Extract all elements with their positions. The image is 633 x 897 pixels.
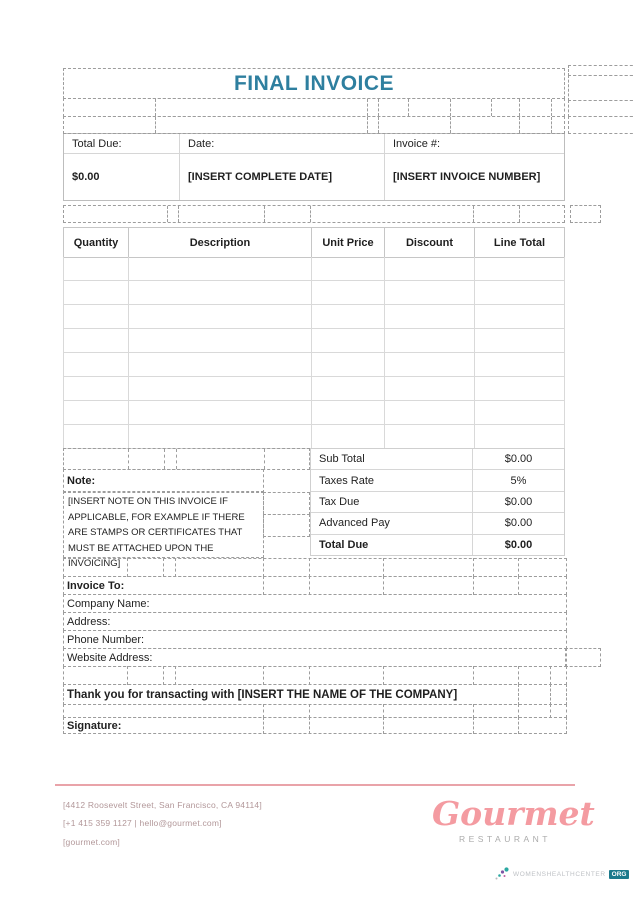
watermark: [494, 866, 629, 882]
brand-logo: [432, 794, 595, 844]
brand-tagline: RESTAURANT: [459, 834, 551, 844]
item-cell[interactable]: [384, 353, 474, 376]
grid-line: [550, 704, 551, 718]
address-label: Address:: [67, 615, 111, 628]
summary-row-advanced-pay: [311, 513, 564, 534]
taxes-rate-value[interactable]: 5%: [510, 474, 527, 487]
grid-line: [518, 666, 519, 685]
grid-line: [491, 99, 492, 116]
item-cell[interactable]: [64, 353, 128, 376]
grid-cell: [63, 684, 567, 705]
grid-line: [383, 666, 384, 685]
grid-line: [263, 558, 264, 577]
item-cell[interactable]: [128, 305, 311, 328]
item-cell[interactable]: [311, 401, 384, 424]
total-due-label: Total Due:: [64, 134, 179, 154]
item-cell[interactable]: [128, 329, 311, 352]
grid-line: [519, 117, 520, 133]
watermark-org-badge: ORG: [609, 870, 630, 879]
summary-row-tax-due: [311, 492, 564, 513]
grid-line: [263, 717, 264, 734]
invoice-header-box: [63, 133, 565, 201]
column-header-line-total: Line Total: [474, 228, 564, 257]
grid-line: [164, 449, 165, 469]
note-text-box[interactable]: [INSERT NOTE ON THIS INVOICE IF APPLICABLE, FOR EXAMPLE IF THERE ARE STAMPS OR CERTIFICATES THAT MUST BE ATTACHED UPON THE INVOICING]: [63, 491, 264, 558]
item-cell[interactable]: [474, 281, 564, 304]
grid-line: [175, 558, 176, 577]
item-cell[interactable]: [64, 377, 128, 400]
item-cell[interactable]: [64, 305, 128, 328]
item-row: [64, 401, 564, 425]
grid-line: [473, 206, 474, 222]
item-cell[interactable]: [64, 257, 128, 280]
grid-line: [519, 99, 520, 116]
grid-line: [163, 558, 164, 577]
grid-line: [178, 206, 179, 222]
grid-line: [167, 206, 168, 222]
grid-line: [155, 117, 156, 133]
grid-line: [127, 558, 128, 577]
grid-cell: [63, 717, 567, 734]
grid-cell: [570, 205, 601, 223]
advanced-pay-value[interactable]: $0.00: [504, 517, 533, 530]
note-label: Note:: [67, 475, 96, 487]
thank-you-text: Thank you for transacting with [INSERT THE NAME OF THE COMPANY]: [67, 688, 458, 701]
items-table-header: [63, 227, 565, 258]
item-cell[interactable]: [128, 401, 311, 424]
summary-row-taxes-rate: [311, 470, 564, 491]
grid-line: [176, 449, 177, 469]
grid-line: [518, 576, 519, 595]
invoice-to-heading: Invoice To:: [67, 579, 125, 592]
item-cell[interactable]: [474, 353, 564, 376]
grid-line: [550, 666, 551, 685]
grid-line: [383, 576, 384, 595]
grid-line: [263, 666, 264, 685]
invoice-number-column: [384, 134, 564, 200]
item-cell[interactable]: [128, 425, 311, 448]
grid-line: [367, 117, 368, 133]
items-table-body: [63, 257, 565, 449]
item-cell[interactable]: [384, 425, 474, 448]
item-cell[interactable]: [384, 257, 474, 280]
grid-line: [309, 576, 310, 595]
item-cell[interactable]: [128, 353, 311, 376]
item-cell[interactable]: [384, 329, 474, 352]
grid-line: [383, 704, 384, 718]
item-cell[interactable]: [384, 401, 474, 424]
grid-line: [127, 666, 128, 685]
brand-name: Gourmet: [432, 794, 595, 833]
item-cell[interactable]: [311, 329, 384, 352]
grid-line: [408, 99, 409, 116]
grid-line: [264, 449, 265, 469]
item-row: [64, 377, 564, 401]
item-cell[interactable]: [384, 281, 474, 304]
item-cell[interactable]: [474, 377, 564, 400]
grid-line: [518, 717, 519, 734]
grid-line: [175, 666, 176, 685]
column-header-unit-price: Unit Price: [311, 228, 384, 257]
grid-line: [473, 576, 474, 595]
item-cell[interactable]: [128, 257, 311, 280]
invoice-number-value[interactable]: [INSERT INVOICE NUMBER]: [393, 171, 541, 183]
phone-number-label: Phone Number:: [67, 633, 145, 646]
grid-line: [163, 666, 164, 685]
grid-line: [128, 449, 129, 469]
grid-line: [309, 704, 310, 718]
item-cell[interactable]: [311, 353, 384, 376]
grid-cell: [63, 205, 565, 223]
tax-due-label: Tax Due: [311, 492, 473, 512]
item-row: [64, 281, 564, 305]
grid-cell: [63, 98, 565, 117]
page-title: FINAL INVOICE: [233, 71, 395, 95]
subtotal-label: Sub Total: [311, 449, 473, 469]
footer-divider: [55, 784, 575, 786]
item-cell[interactable]: [474, 425, 564, 448]
grid-cell: [63, 116, 565, 134]
item-cell[interactable]: [128, 377, 311, 400]
footer-address: [4412 Roosevelt Street, San Francisco, CA 94114]: [63, 800, 262, 810]
grid-line: [551, 117, 552, 133]
item-cell[interactable]: [311, 281, 384, 304]
item-cell[interactable]: [474, 329, 564, 352]
total-due-value[interactable]: $0.00: [72, 171, 100, 183]
grid-line: [473, 558, 474, 577]
date-label: Date:: [180, 134, 384, 154]
column-header-description: Description: [128, 228, 311, 257]
total-due-column: [64, 134, 179, 200]
item-cell[interactable]: [474, 401, 564, 424]
item-cell[interactable]: [311, 257, 384, 280]
grid-line: [383, 558, 384, 577]
grid-line: [550, 684, 551, 705]
column-header-quantity: Quantity: [73, 236, 119, 249]
item-cell[interactable]: [64, 329, 128, 352]
grid-line: [473, 704, 474, 718]
signature-label: Signature:: [67, 719, 122, 732]
item-cell[interactable]: [64, 425, 128, 448]
tax-due-value[interactable]: $0.00: [504, 496, 533, 509]
company-name-row[interactable]: [63, 594, 567, 613]
grid-line: [473, 666, 474, 685]
item-cell[interactable]: [474, 305, 564, 328]
invoice-number-label: Invoice #:: [385, 134, 564, 154]
summary-row-subtotal: [311, 449, 564, 470]
grid-line: [378, 99, 379, 116]
grid-cell: [565, 648, 601, 667]
item-cell[interactable]: [311, 377, 384, 400]
grid-line: [518, 684, 519, 705]
grid-line: [518, 558, 519, 577]
grid-line: [551, 99, 552, 116]
grid-line: [309, 558, 310, 577]
item-cell[interactable]: [128, 281, 311, 304]
item-cell[interactable]: [384, 305, 474, 328]
date-column: [179, 134, 384, 200]
grid-cell: [63, 448, 310, 470]
footer-contact: [+1 415 359 1127 | hello@gourmet.com]: [63, 818, 222, 828]
grid-line: [264, 206, 265, 222]
item-cell[interactable]: [384, 377, 474, 400]
grid-cell: [63, 558, 567, 577]
item-cell[interactable]: [64, 401, 128, 424]
footer-website: [gourmet.com]: [63, 837, 120, 847]
item-cell[interactable]: [311, 305, 384, 328]
grid-cell: [568, 100, 633, 117]
summary-row-total-due: [311, 535, 564, 555]
advanced-pay-label: Advanced Pay: [311, 513, 473, 533]
title-box: [63, 68, 565, 99]
item-row: [64, 305, 564, 329]
grid-cell: [568, 75, 633, 101]
phone-number-row[interactable]: [63, 630, 567, 649]
grid-line: [263, 704, 264, 718]
grid-line: [309, 666, 310, 685]
sparkle-dots-icon: [494, 866, 510, 882]
watermark-text: WOMENSHEALTHCENTER: [513, 870, 606, 878]
column-header-discount: Discount: [384, 228, 474, 257]
total-due-sum-value[interactable]: $0.00: [504, 538, 533, 551]
grid-line: [367, 99, 368, 116]
grid-line: [450, 117, 451, 133]
grid-line: [383, 717, 384, 734]
grid-line: [263, 576, 264, 595]
grid-line: [309, 717, 310, 734]
total-due-sum-label: Total Due: [311, 535, 473, 555]
company-name-label: Company Name:: [67, 597, 150, 610]
address-row[interactable]: [63, 612, 567, 631]
grid-line: [450, 99, 451, 116]
grid-cell: [63, 666, 567, 685]
item-row: [64, 257, 564, 281]
item-cell[interactable]: [64, 281, 128, 304]
grid-line: [310, 206, 311, 222]
item-cell[interactable]: [474, 257, 564, 280]
item-cell[interactable]: [311, 425, 384, 448]
grid-cell: [568, 116, 633, 134]
website-address-row[interactable]: [63, 648, 567, 667]
grid-line: [519, 206, 520, 222]
date-value[interactable]: [INSERT COMPLETE DATE]: [188, 171, 333, 183]
grid-line: [473, 717, 474, 734]
grid-cell: [63, 576, 567, 595]
subtotal-value[interactable]: $0.00: [504, 453, 533, 466]
taxes-rate-label: Taxes Rate: [311, 470, 473, 490]
grid-line: [518, 704, 519, 718]
grid-line: [155, 99, 156, 116]
summary-table: [310, 448, 565, 556]
grid-cell: [263, 514, 310, 537]
item-row: [64, 353, 564, 377]
website-address-label: Website Address:: [67, 651, 153, 664]
grid-cell: [63, 704, 567, 718]
note-label-row: [63, 469, 264, 493]
item-row: [64, 329, 564, 353]
item-row: [64, 425, 564, 448]
grid-line: [378, 117, 379, 133]
grid-cell: [263, 492, 310, 515]
